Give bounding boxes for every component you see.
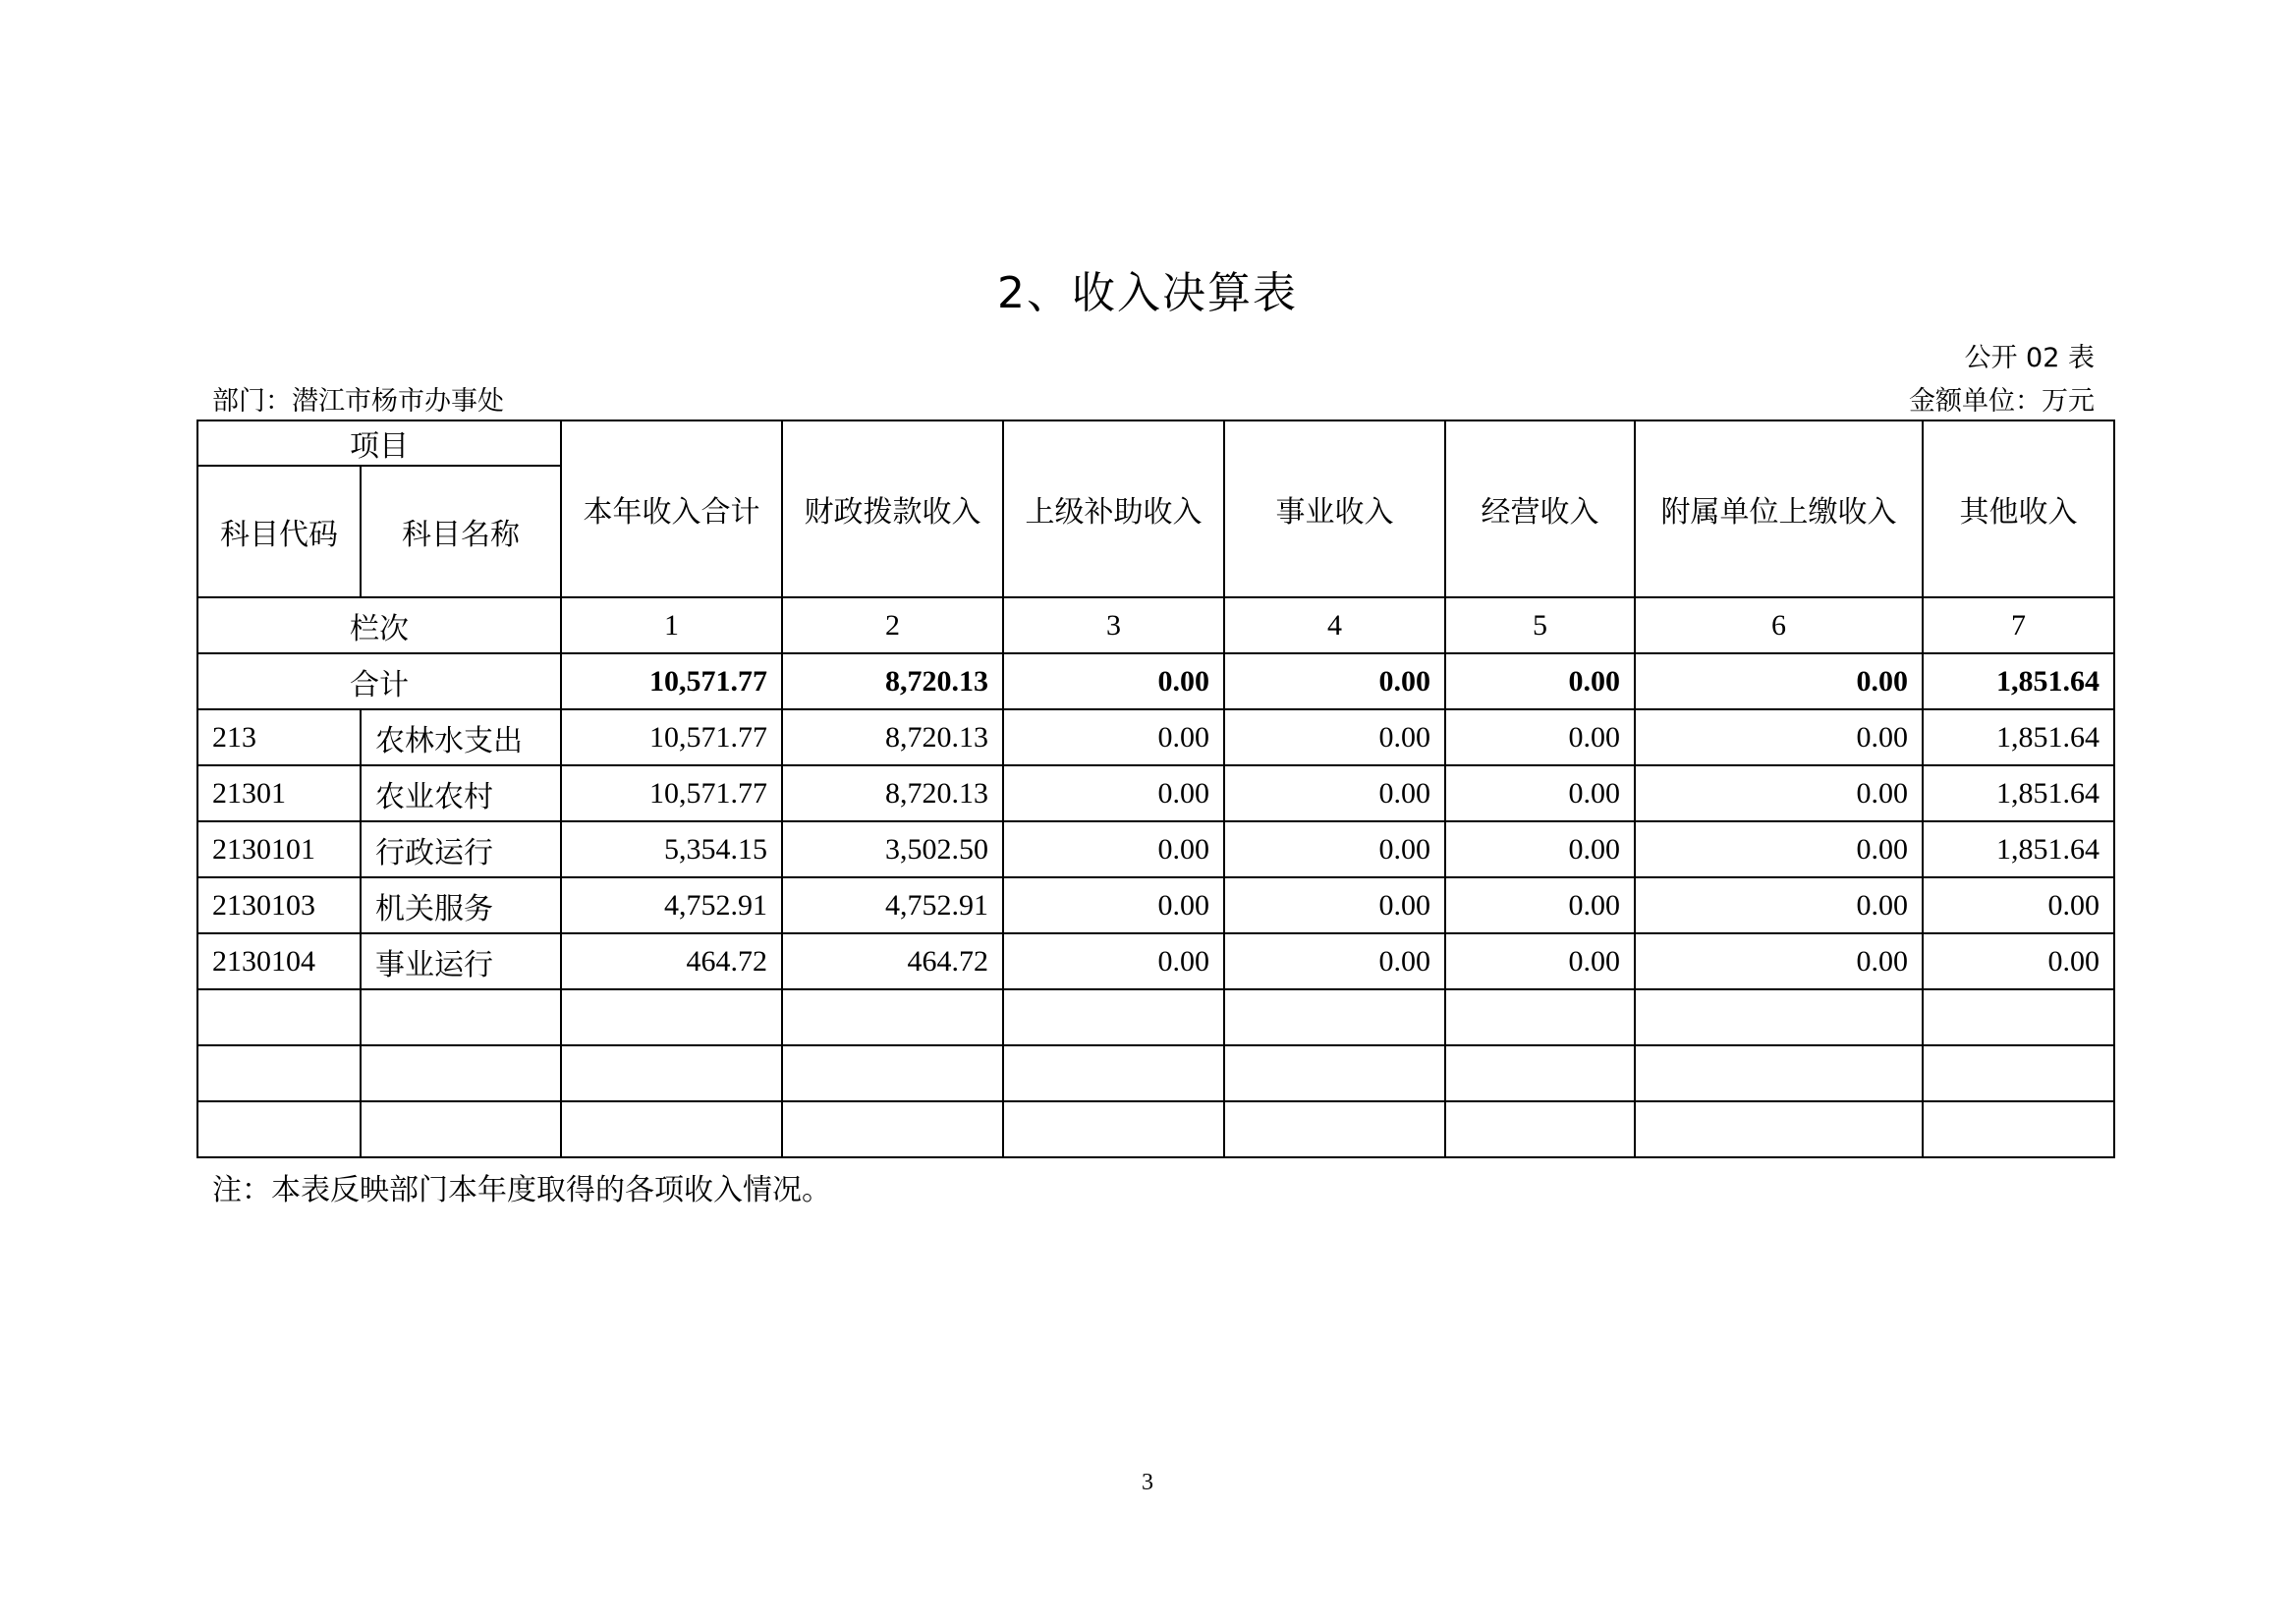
row-value: 0.00 <box>1635 877 1923 933</box>
row-value: 464.72 <box>782 933 1003 989</box>
department-label: 部门：潜江市杨市办事处 <box>212 386 504 417</box>
row-value: 0.00 <box>1445 765 1635 821</box>
empty-cell <box>361 1045 561 1101</box>
empty-cell <box>1003 1045 1224 1101</box>
column-number-label: 栏次 <box>197 597 561 653</box>
row-value: 8,720.13 <box>782 765 1003 821</box>
header-col-6: 附属单位上缴收入 <box>1635 420 1923 597</box>
row-code: 21301 <box>197 765 361 821</box>
empty-cell <box>782 989 1003 1045</box>
row-value: 10,571.77 <box>561 709 782 765</box>
column-number-row <box>197 597 2114 653</box>
table-row <box>197 765 2114 821</box>
row-value: 0.00 <box>1003 709 1224 765</box>
row-value: 464.72 <box>561 933 782 989</box>
empty-cell <box>1445 989 1635 1045</box>
row-value: 0.00 <box>1224 933 1445 989</box>
total-value: 0.00 <box>1003 653 1224 709</box>
row-value: 0.00 <box>1003 933 1224 989</box>
row-value: 8,720.13 <box>782 709 1003 765</box>
table-row <box>197 821 2114 877</box>
empty-cell <box>1635 989 1923 1045</box>
row-value: 0.00 <box>1635 709 1923 765</box>
row-value: 0.00 <box>1224 877 1445 933</box>
table-row <box>197 709 2114 765</box>
row-value: 3,502.50 <box>782 821 1003 877</box>
unit-label: 金额单位：万元 <box>1909 386 2095 417</box>
total-value: 0.00 <box>1445 653 1635 709</box>
header-col-7: 其他收入 <box>1923 420 2114 597</box>
table-row <box>197 877 2114 933</box>
empty-cell <box>782 1045 1003 1101</box>
empty-cell <box>1445 1101 1635 1157</box>
row-value: 0.00 <box>1635 821 1923 877</box>
empty-cell <box>197 989 361 1045</box>
total-value: 8,720.13 <box>782 653 1003 709</box>
row-value: 0.00 <box>1003 765 1224 821</box>
table-row <box>197 933 2114 989</box>
row-value: 0.00 <box>1224 821 1445 877</box>
page-title: 2、收入决算表 <box>997 268 1298 318</box>
empty-cell <box>1635 1101 1923 1157</box>
row-value: 0.00 <box>1224 765 1445 821</box>
row-value: 1,851.64 <box>1923 821 2114 877</box>
row-value: 0.00 <box>1635 765 1923 821</box>
row-value: 5,354.15 <box>561 821 782 877</box>
row-name: 农林水支出 <box>361 709 561 765</box>
empty-cell <box>1003 989 1224 1045</box>
row-code: 2130104 <box>197 933 361 989</box>
header-col-5: 经营收入 <box>1445 420 1635 597</box>
header-col-1: 本年收入合计 <box>561 420 782 597</box>
income-table <box>196 420 2115 1158</box>
empty-cell <box>1923 1101 2114 1157</box>
row-value: 0.00 <box>1923 877 2114 933</box>
empty-cell <box>561 1045 782 1101</box>
header-code: 科目代码 <box>197 466 361 597</box>
empty-cell <box>561 1101 782 1157</box>
header-col-4: 事业收入 <box>1224 420 1445 597</box>
row-name: 行政运行 <box>361 821 561 877</box>
total-label: 合计 <box>197 653 561 709</box>
header-name: 科目名称 <box>361 466 561 597</box>
row-value: 0.00 <box>1003 877 1224 933</box>
row-value: 0.00 <box>1923 933 2114 989</box>
row-value: 1,851.64 <box>1923 765 2114 821</box>
row-code: 2130103 <box>197 877 361 933</box>
row-value: 0.00 <box>1445 877 1635 933</box>
row-value: 0.00 <box>1224 709 1445 765</box>
empty-cell <box>197 1045 361 1101</box>
page-number: 3 <box>1142 1470 1153 1495</box>
row-value: 0.00 <box>1635 933 1923 989</box>
total-value: 0.00 <box>1224 653 1445 709</box>
empty-cell <box>361 989 561 1045</box>
header-col-3: 上级补助收入 <box>1003 420 1224 597</box>
empty-cell <box>1445 1045 1635 1101</box>
empty-row <box>197 1101 2114 1157</box>
row-name: 事业运行 <box>361 933 561 989</box>
column-number: 4 <box>1224 597 1445 653</box>
row-value: 0.00 <box>1445 709 1635 765</box>
header-item: 项目 <box>197 420 561 466</box>
empty-cell <box>1923 989 2114 1045</box>
row-value: 0.00 <box>1445 933 1635 989</box>
row-value: 1,851.64 <box>1923 709 2114 765</box>
row-code: 213 <box>197 709 361 765</box>
column-number: 5 <box>1445 597 1635 653</box>
empty-cell <box>1923 1045 2114 1101</box>
row-value: 4,752.91 <box>782 877 1003 933</box>
empty-cell <box>1635 1045 1923 1101</box>
column-number: 3 <box>1003 597 1224 653</box>
empty-row <box>197 1045 2114 1101</box>
total-value: 1,851.64 <box>1923 653 2114 709</box>
form-number: 公开 02 表 <box>1964 343 2095 373</box>
empty-cell <box>1224 1101 1445 1157</box>
total-value: 10,571.77 <box>561 653 782 709</box>
empty-cell <box>561 989 782 1045</box>
empty-row <box>197 989 2114 1045</box>
total-value: 0.00 <box>1635 653 1923 709</box>
row-name: 农业农村 <box>361 765 561 821</box>
row-value: 0.00 <box>1003 821 1224 877</box>
empty-cell <box>1003 1101 1224 1157</box>
row-name: 机关服务 <box>361 877 561 933</box>
empty-cell <box>1224 1045 1445 1101</box>
header-col-2: 财政拨款收入 <box>782 420 1003 597</box>
row-code: 2130101 <box>197 821 361 877</box>
empty-cell <box>1224 989 1445 1045</box>
column-number: 2 <box>782 597 1003 653</box>
row-value: 4,752.91 <box>561 877 782 933</box>
column-number: 6 <box>1635 597 1923 653</box>
row-value: 10,571.77 <box>561 765 782 821</box>
row-value: 0.00 <box>1445 821 1635 877</box>
table-note: 注：本表反映部门本年度取得的各项收入情况。 <box>212 1173 831 1207</box>
column-number: 7 <box>1923 597 2114 653</box>
empty-cell <box>361 1101 561 1157</box>
empty-cell <box>197 1101 361 1157</box>
total-row <box>197 653 2114 709</box>
column-number: 1 <box>561 597 782 653</box>
empty-cell <box>782 1101 1003 1157</box>
